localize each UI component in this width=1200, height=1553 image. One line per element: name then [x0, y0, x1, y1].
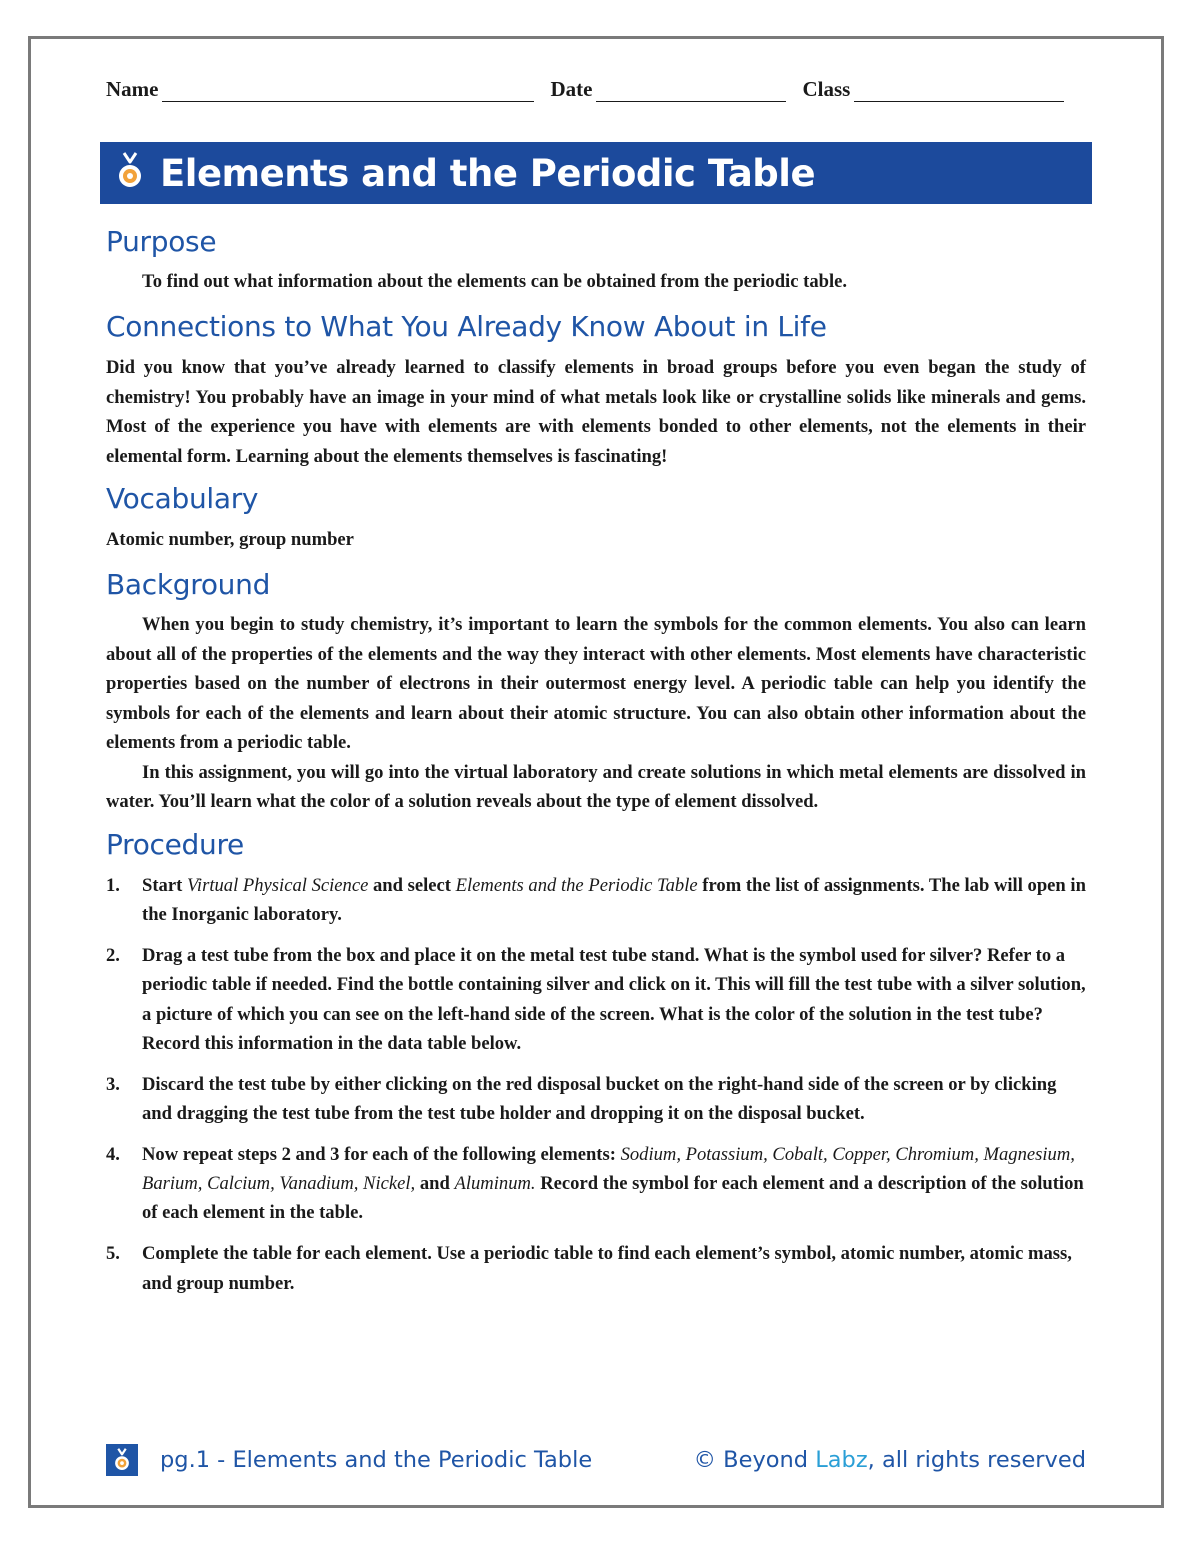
step-text: Discard the test tube by either clicking on the red disposal bucket on the right-hand side of the screen or by clicking and dragging the test tube from the test tube holder and dropping it on the disposal bucket.: [142, 1073, 1057, 1125]
background-paragraph-2: In this assignment, you will go into the virtual laboratory and create solutions in which metal elements are dissolved in water. You’ll learn what the color of a solution reveals about the type of element dissolved.: [106, 761, 1086, 812]
step-text: Drag a test tube from the box and place it on the metal test tube stand. What is the symbol used for silver? Refer to a periodic table if needed. Find the bottle containing silver and click on it. This will fill the test tube with a silver solution, a picture of which you can see on the left-hand side of the screen. What is the color of the solution in the test tube? Record this information in the data table below.: [142, 945, 1086, 1054]
brand-labz: Labz: [815, 1447, 868, 1473]
step-text: from the list of assignments. The lab will open in the Inorganic laboratory.: [142, 875, 1086, 926]
step-number: 1.: [106, 875, 120, 896]
page-title: Elements and the Periodic Table: [160, 151, 816, 195]
class-blank[interactable]: [854, 83, 1064, 102]
footer-copyright: [694, 1447, 1086, 1473]
purpose-heading: Purpose: [106, 225, 217, 258]
step-italic: Elements and the Periodic Table: [455, 875, 698, 896]
brand-beyond: Beyond: [723, 1447, 809, 1473]
name-label: Name: [106, 77, 159, 101]
step-text: and select: [368, 875, 456, 896]
date-blank[interactable]: [596, 83, 786, 102]
procedure-step: [106, 941, 1086, 1058]
step-number: 5.: [106, 1243, 120, 1265]
step-italic: Virtual Physical Science: [186, 875, 369, 896]
step-italic: Aluminum.: [454, 1173, 536, 1195]
footer-medal-icon: [106, 1444, 138, 1476]
date-label: Date: [550, 77, 593, 101]
step-text: Record the symbol for each element and a description of the solution of each element in the table.: [142, 1173, 1084, 1224]
procedure-step: [106, 1239, 1086, 1298]
copyright-icon: ©: [693, 1447, 717, 1473]
vocabulary-heading: Vocabulary: [106, 482, 259, 515]
page-footer: [106, 1442, 1086, 1478]
name-blank[interactable]: [162, 83, 534, 102]
footer-page-label: pg.1 - Elements and the Periodic Table: [160, 1447, 593, 1473]
step-number: 4.: [106, 1143, 120, 1165]
class-label: Class: [802, 77, 851, 101]
procedure-heading: Procedure: [106, 828, 244, 861]
background-paragraph-1: When you begin to study chemistry, it’s important to learn the symbols for the common elements. You also can learn about all of the properties of the elements and the way they interact with other elements. Most elements have characteristic properties based on the number of electrons in their outermost energy level. A periodic table can help you identify the symbols for each of the elements and learn about their atomic structure. You can also obtain other information about the elements from a periodic table.: [106, 614, 1086, 753]
step-italic: Sodium, Potassium, Cobalt, Copper, Chromium, Magnesium, Barium, Calcium, Vanadium, Nickel,: [142, 1143, 1075, 1195]
step-text: Complete the table for each element. Use a periodic table to find each element’s symbol, atomic number, atomic mass, and group number.: [142, 1243, 1072, 1294]
step-text: Now repeat steps 2 and 3 for each of the following elements:: [142, 1143, 621, 1165]
rights-text: , all rights reserved: [867, 1447, 1086, 1473]
procedure-steps: [106, 871, 1086, 1309]
medal-icon: [114, 151, 146, 195]
title-banner: [100, 142, 1092, 204]
background-heading: Background: [106, 568, 271, 601]
step-number: 3.: [106, 1073, 120, 1095]
step-text: and: [415, 1173, 455, 1195]
procedure-step: [106, 871, 1086, 930]
connections-heading: Connections to What You Already Know About in Life: [106, 310, 827, 343]
vocabulary-text: Atomic number, group number: [106, 529, 354, 550]
connections-text: Did you know that you’ve already learned to classify elements in broad groups before you even began the study of chemistry! You probably have an image in your mind of what metals look like or crystalline solids like minerals and gems. Most of the experience you have with elements are with elements bonded to other elements, not the elements in their elemental form. Learning about the elements themselves is fascinating!: [106, 357, 1086, 467]
procedure-step: [106, 1140, 1086, 1228]
background-body: [106, 610, 1086, 817]
step-text: Start: [142, 875, 187, 896]
student-info-line: [106, 72, 1086, 102]
procedure-step: [106, 1070, 1086, 1129]
step-number: 2.: [106, 945, 120, 967]
purpose-text: To find out what information about the elements can be obtained from the periodic table.: [142, 271, 848, 292]
